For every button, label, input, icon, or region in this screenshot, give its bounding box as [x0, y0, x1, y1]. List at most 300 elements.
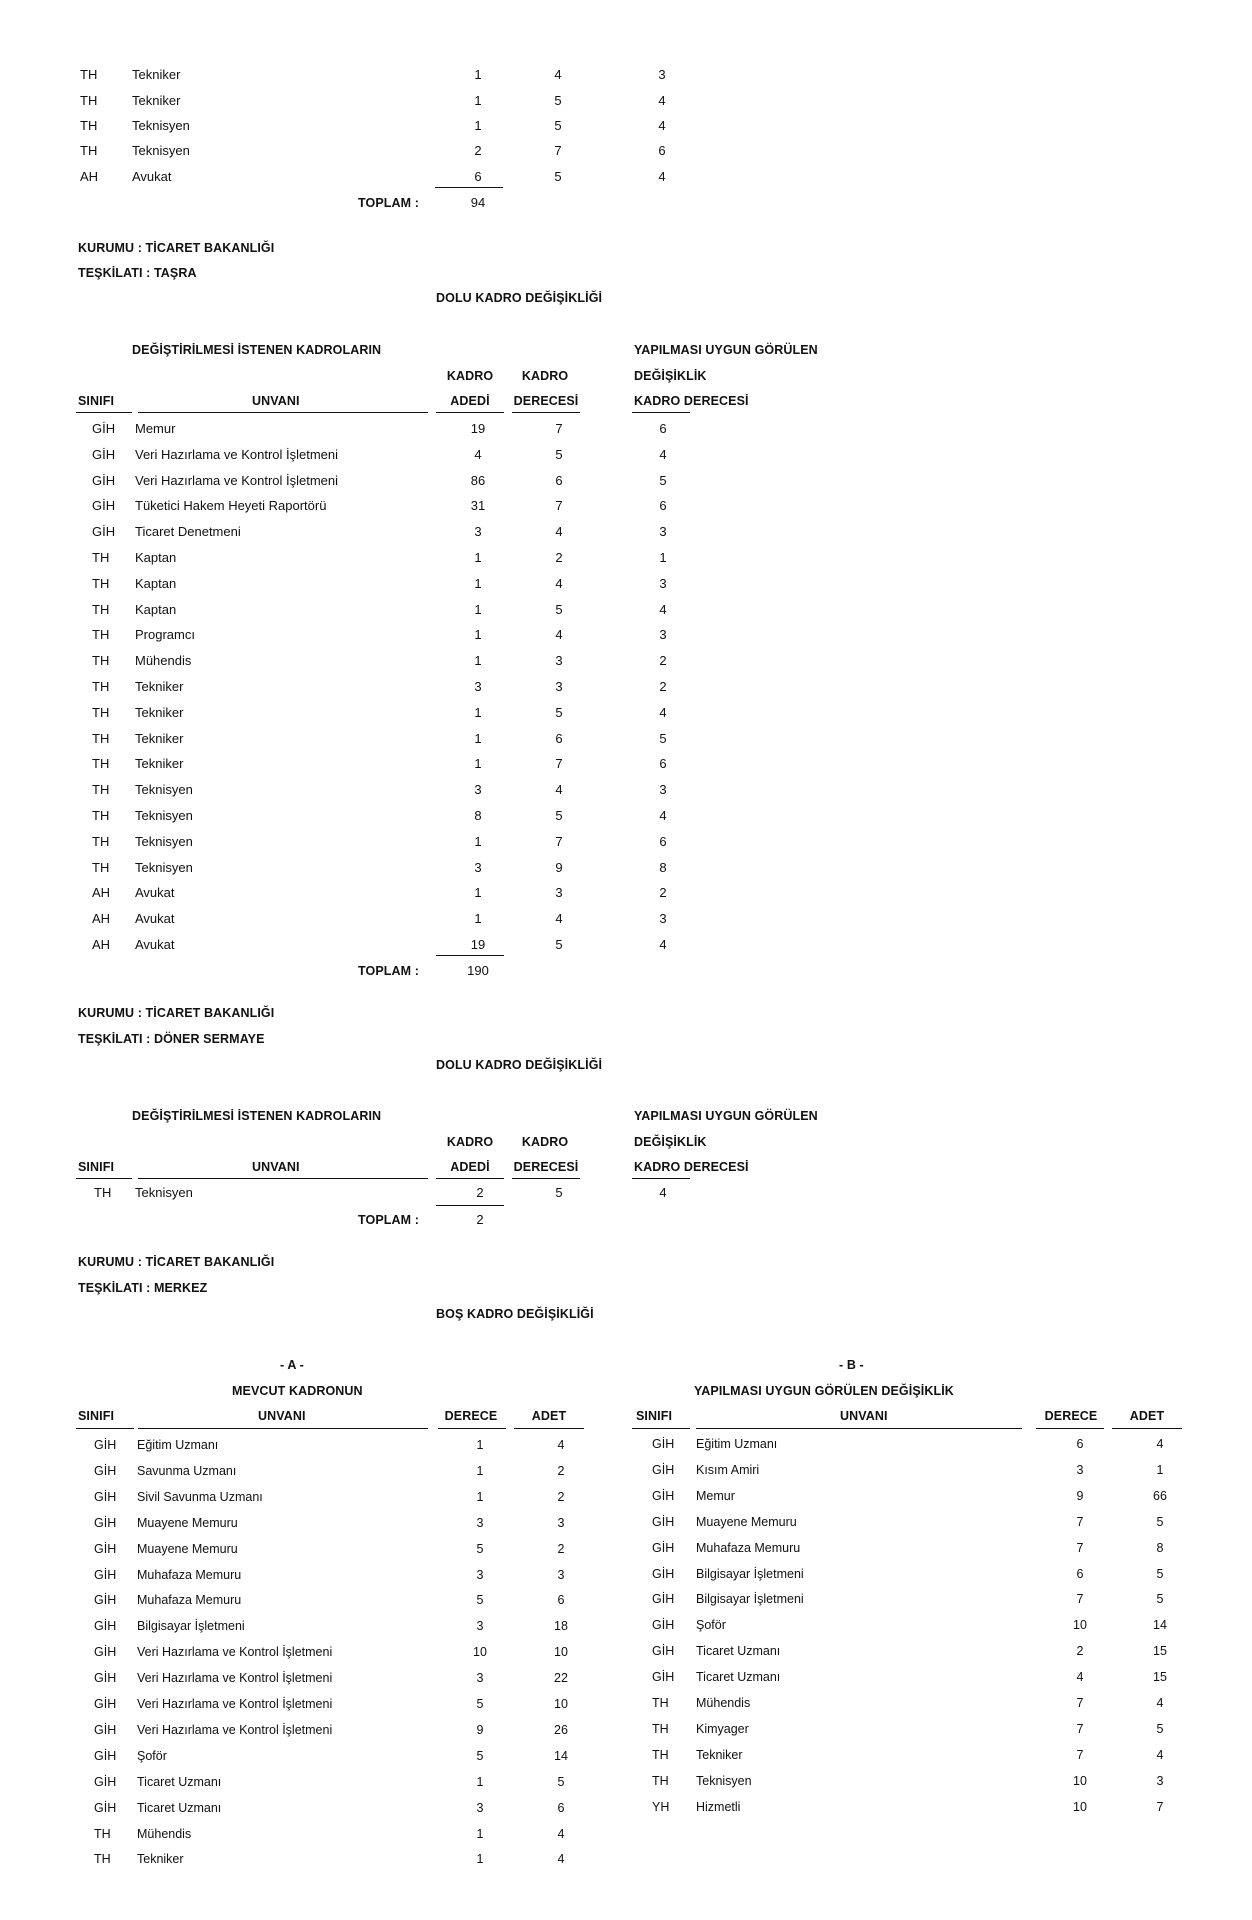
- unvan-cell: Kaptan: [135, 550, 177, 565]
- header-kadro-derecesi-top: KADRO: [521, 1135, 569, 1149]
- total-rule: [436, 1205, 504, 1206]
- section-title: DOLU KADRO DEĞİŞİKLİĞİ: [436, 1058, 603, 1072]
- derece-cell: 5: [555, 602, 563, 617]
- total-value: 94: [470, 195, 486, 210]
- derece-cell: 4: [555, 782, 563, 797]
- part-b-title: YAPILMASI UYGUN GÖRÜLEN DEĞİŞİKLİK: [694, 1384, 954, 1398]
- sinif-cell: GİH: [94, 1775, 117, 1789]
- sinif-cell: GİH: [652, 1567, 675, 1581]
- derece-cell: 3: [476, 1801, 484, 1815]
- group-right-header: YAPILMASI UYGUN GÖRÜLEN: [634, 1109, 818, 1123]
- uygun-cell: 3: [659, 627, 667, 642]
- derece-cell: 7: [555, 834, 563, 849]
- unvan-cell: Kimyager: [696, 1722, 749, 1736]
- adet-cell: 1: [474, 627, 482, 642]
- total-value: 190: [467, 963, 489, 978]
- sinif-cell: AH: [92, 885, 111, 900]
- sinif-cell: GİH: [652, 1644, 675, 1658]
- total-rule: [435, 187, 503, 188]
- derece-cell: 3: [476, 1619, 484, 1633]
- sinif-cell: TH: [92, 602, 110, 617]
- uygun-cell: 4: [659, 808, 667, 823]
- unvan-cell: Teknisyen: [135, 1185, 193, 1200]
- sinif-cell: GİH: [652, 1541, 675, 1555]
- sinif-cell: GİH: [94, 1697, 117, 1711]
- unvan-cell: Avukat: [135, 911, 175, 926]
- sinif-cell: GİH: [652, 1618, 675, 1632]
- derece-cell: 4: [555, 911, 563, 926]
- adet-cell: 8: [1156, 1541, 1164, 1555]
- uygun-cell: 5: [659, 473, 667, 488]
- sinif-cell: AH: [92, 911, 111, 926]
- adet-cell: 22: [554, 1671, 568, 1685]
- part-a-marker: - A -: [280, 1358, 304, 1372]
- derece-cell: 10: [473, 1645, 487, 1659]
- uygun-cell: 3: [659, 576, 667, 591]
- adet-cell: 10: [554, 1645, 568, 1659]
- sinif-cell: TH: [92, 808, 110, 823]
- unvan-cell: Mühendis: [696, 1696, 751, 1710]
- unvan-cell: Avukat: [135, 937, 175, 952]
- header-rule: [1112, 1428, 1182, 1429]
- adet-cell: 5: [1156, 1722, 1164, 1736]
- derece-cell: 9: [476, 1723, 484, 1737]
- derece-cell: 5: [476, 1749, 484, 1763]
- derece-cell: 3: [476, 1671, 484, 1685]
- sinif-cell: TH: [94, 1827, 111, 1841]
- adet-cell: 10: [554, 1697, 568, 1711]
- header-adet-b: ADET: [1129, 1409, 1165, 1423]
- unvan-cell: Muhafaza Memuru: [137, 1568, 242, 1582]
- derece-cell: 5: [555, 937, 563, 952]
- derece-cell: 5: [555, 808, 563, 823]
- sinif-cell: TH: [80, 93, 98, 108]
- derece-cell: 5: [554, 169, 562, 184]
- unvan-cell: Teknisyen: [135, 782, 193, 797]
- uygun-cell: 4: [658, 169, 666, 184]
- header-rule: [436, 1178, 504, 1179]
- adet-cell: 3: [1156, 1774, 1164, 1788]
- adet-cell: 3: [557, 1568, 565, 1582]
- unvan-cell: Hizmetli: [696, 1800, 741, 1814]
- header-unvani-b: UNVANI: [840, 1409, 888, 1423]
- header-kadro-derecesi: KADRO DERECESİ: [634, 1160, 749, 1174]
- unvan-cell: Ticaret Uzmanı: [137, 1801, 222, 1815]
- adet-cell: 1: [474, 67, 482, 82]
- unvan-cell: Veri Hazırlama ve Kontrol İşletmeni: [137, 1671, 333, 1685]
- derece-cell: 5: [554, 93, 562, 108]
- derece-cell: 4: [554, 67, 562, 82]
- uygun-cell: 4: [658, 93, 666, 108]
- uygun-cell: 6: [658, 143, 666, 158]
- unvan-cell: Ticaret Uzmanı: [696, 1644, 781, 1658]
- header-derecesi: DERECESİ: [513, 394, 579, 408]
- unvan-cell: Tekniker: [135, 731, 184, 746]
- sinif-cell: TH: [80, 118, 98, 133]
- uygun-cell: 3: [659, 524, 667, 539]
- sinif-cell: GİH: [94, 1619, 117, 1633]
- derece-cell: 7: [1076, 1541, 1084, 1555]
- sinif-cell: AH: [92, 937, 111, 952]
- adet-cell: 1: [474, 911, 482, 926]
- unvan-cell: Ticaret Uzmanı: [696, 1670, 781, 1684]
- unvan-cell: Kaptan: [135, 576, 177, 591]
- sinif-cell: GİH: [94, 1671, 117, 1685]
- unvan-cell: Ticaret Denetmeni: [135, 524, 241, 539]
- sinif-cell: TH: [94, 1852, 111, 1866]
- adet-cell: 2: [474, 143, 482, 158]
- unvan-cell: Avukat: [132, 169, 172, 184]
- unvan-cell: Teknisyen: [135, 834, 193, 849]
- header-rule: [632, 412, 690, 413]
- unvan-cell: Tüketici Hakem Heyeti Raportörü: [135, 498, 327, 513]
- header-rule: [76, 1428, 134, 1429]
- uygun-cell: 6: [659, 421, 667, 436]
- derece-cell: 5: [555, 705, 563, 720]
- header-rule: [76, 412, 132, 413]
- derece-cell: 3: [555, 679, 563, 694]
- header-kadro-derecesi: KADRO DERECESİ: [634, 394, 749, 408]
- derece-cell: 5: [555, 447, 563, 462]
- part-b-marker: - B -: [839, 1358, 864, 1372]
- derece-cell: 4: [1076, 1670, 1084, 1684]
- derece-cell: 3: [476, 1568, 484, 1582]
- adet-cell: 1: [474, 602, 482, 617]
- total-rule: [436, 955, 504, 956]
- derece-cell: 5: [555, 1185, 563, 1200]
- header-kadro-derecesi-top: KADRO: [521, 369, 569, 383]
- sinif-cell: GİH: [652, 1489, 675, 1503]
- derece-cell: 7: [1076, 1592, 1084, 1606]
- unvan-cell: Kaptan: [135, 602, 177, 617]
- header-unvani: UNVANI: [252, 1160, 300, 1174]
- unvan-cell: Teknisyen: [135, 808, 193, 823]
- unvan-cell: Tekniker: [696, 1748, 743, 1762]
- derece-cell: 6: [1076, 1437, 1084, 1451]
- sinif-cell: GİH: [94, 1542, 117, 1556]
- adet-cell: 5: [557, 1775, 565, 1789]
- uygun-cell: 4: [658, 118, 666, 133]
- sinif-cell: TH: [92, 782, 110, 797]
- uygun-cell: 2: [659, 885, 667, 900]
- derece-cell: 1: [476, 1852, 484, 1866]
- derece-cell: 1: [476, 1827, 484, 1841]
- unvan-cell: Şoför: [696, 1618, 726, 1632]
- teskilati-line: TEŞKİLATI : TAŞRA: [78, 266, 197, 280]
- adet-cell: 4: [1156, 1437, 1164, 1451]
- sinif-cell: TH: [92, 705, 110, 720]
- adet-cell: 18: [554, 1619, 568, 1633]
- kurumu-line: KURUMU : TİCARET BAKANLIĞI: [78, 241, 275, 255]
- unvan-cell: Veri Hazırlama ve Kontrol İşletmeni: [135, 473, 339, 488]
- unvan-cell: Muayene Memuru: [137, 1542, 238, 1556]
- header-sinifi-b: SINIFI: [636, 1409, 673, 1423]
- unvan-cell: Eğitim Uzmanı: [137, 1438, 219, 1452]
- unvan-cell: Tekniker: [135, 705, 184, 720]
- adet-cell: 1: [474, 93, 482, 108]
- uygun-cell: 2: [659, 679, 667, 694]
- adet-cell: 1: [474, 731, 482, 746]
- adet-cell: 7: [1156, 1800, 1164, 1814]
- adet-cell: 66: [1153, 1489, 1167, 1503]
- derece-cell: 5: [476, 1697, 484, 1711]
- adet-cell: 4: [557, 1438, 565, 1452]
- adet-cell: 1: [474, 756, 482, 771]
- adet-cell: 1: [474, 550, 482, 565]
- sinif-cell: GİH: [652, 1437, 675, 1451]
- sinif-cell: GİH: [92, 421, 116, 436]
- sinif-cell: TH: [92, 731, 110, 746]
- adet-cell: 2: [557, 1542, 565, 1556]
- total-label: TOPLAM :: [358, 1213, 419, 1227]
- unvan-cell: Veri Hazırlama ve Kontrol İşletmeni: [137, 1697, 333, 1711]
- adet-cell: 1: [474, 834, 482, 849]
- sinif-cell: GİH: [92, 473, 116, 488]
- adet-cell: 19: [470, 937, 486, 952]
- adet-cell: 1: [1156, 1463, 1164, 1477]
- header-derece-b: DERECE: [1044, 1409, 1098, 1423]
- adet-cell: 14: [554, 1749, 568, 1763]
- uygun-cell: 4: [659, 705, 667, 720]
- sinif-cell: AH: [80, 169, 99, 184]
- unvan-cell: Veri Hazırlama ve Kontrol İşletmeni: [137, 1723, 333, 1737]
- sinif-cell: TH: [92, 756, 110, 771]
- sinif-cell: TH: [652, 1722, 669, 1736]
- section-title: BOŞ KADRO DEĞİŞİKLİĞİ: [436, 1307, 594, 1321]
- derece-cell: 5: [476, 1593, 484, 1607]
- total-label: TOPLAM :: [358, 964, 419, 978]
- header-rule: [138, 412, 428, 413]
- sinif-cell: GİH: [92, 498, 116, 513]
- adet-cell: 31: [470, 498, 486, 513]
- header-rule: [632, 1428, 690, 1429]
- header-rule: [76, 1178, 132, 1179]
- sinif-cell: TH: [94, 1185, 112, 1200]
- uygun-cell: 6: [659, 756, 667, 771]
- derece-cell: 9: [555, 860, 563, 875]
- sinif-cell: TH: [92, 679, 110, 694]
- adet-cell: 2: [476, 1185, 484, 1200]
- uygun-cell: 2: [659, 653, 667, 668]
- unvan-cell: Şoför: [137, 1749, 167, 1763]
- sinif-cell: TH: [92, 653, 110, 668]
- derece-cell: 7: [555, 756, 563, 771]
- header-kadro-adedi-top: KADRO: [446, 1135, 494, 1149]
- teskilati-line: TEŞKİLATI : MERKEZ: [78, 1281, 208, 1295]
- uygun-cell: 6: [659, 498, 667, 513]
- unvan-cell: Teknisyen: [135, 860, 193, 875]
- unvan-cell: Tekniker: [132, 67, 181, 82]
- uygun-cell: 4: [659, 937, 667, 952]
- header-derecesi: DERECESİ: [513, 1160, 579, 1174]
- derece-cell: 10: [1073, 1800, 1087, 1814]
- adet-cell: 4: [1156, 1748, 1164, 1762]
- derece-cell: 4: [555, 576, 563, 591]
- uygun-cell: 8: [659, 860, 667, 875]
- derece-cell: 7: [1076, 1722, 1084, 1736]
- header-rule: [512, 412, 580, 413]
- adet-cell: 26: [554, 1723, 568, 1737]
- header-degisiklik: DEĞİŞİKLİK: [634, 1135, 707, 1149]
- sinif-cell: TH: [92, 550, 110, 565]
- adet-cell: 15: [1153, 1644, 1167, 1658]
- unvan-cell: Muhafaza Memuru: [696, 1541, 801, 1555]
- sinif-cell: GİH: [94, 1516, 117, 1530]
- header-adet: ADET: [531, 1409, 567, 1423]
- section-title: DOLU KADRO DEĞİŞİKLİĞİ: [436, 291, 603, 305]
- adet-cell: 6: [474, 169, 482, 184]
- derece-cell: 2: [1076, 1644, 1084, 1658]
- adet-cell: 3: [557, 1516, 565, 1530]
- sinif-cell: TH: [92, 627, 110, 642]
- derece-cell: 1: [476, 1775, 484, 1789]
- adet-cell: 86: [470, 473, 486, 488]
- unvan-cell: Tekniker: [137, 1852, 184, 1866]
- derece-cell: 7: [554, 143, 562, 158]
- adet-cell: 6: [557, 1801, 565, 1815]
- adet-cell: 15: [1153, 1670, 1167, 1684]
- derece-cell: 10: [1073, 1618, 1087, 1632]
- group-left-header: DEĞİŞTİRİLMESİ İSTENEN KADROLARIN: [132, 343, 382, 357]
- uygun-cell: 1: [659, 550, 667, 565]
- part-a-title: MEVCUT KADRONUN: [232, 1384, 363, 1398]
- sinif-cell: TH: [92, 576, 110, 591]
- adet-cell: 1: [474, 705, 482, 720]
- derece-cell: 7: [555, 421, 563, 436]
- unvan-cell: Teknisyen: [132, 118, 190, 133]
- header-degisiklik: DEĞİŞİKLİK: [634, 369, 707, 383]
- adet-cell: 4: [1156, 1696, 1164, 1710]
- header-kadro-adedi-top: KADRO: [446, 369, 494, 383]
- uygun-cell: 6: [659, 834, 667, 849]
- sinif-cell: GİH: [92, 524, 116, 539]
- derece-cell: 4: [555, 524, 563, 539]
- unvan-cell: Memur: [135, 421, 176, 436]
- derece-cell: 7: [1076, 1515, 1084, 1529]
- header-rule: [514, 1428, 584, 1429]
- sinif-cell: GİH: [94, 1464, 117, 1478]
- sinif-cell: GİH: [94, 1568, 117, 1582]
- adet-cell: 19: [470, 421, 486, 436]
- adet-cell: 14: [1153, 1618, 1167, 1632]
- sinif-cell: GİH: [94, 1645, 117, 1659]
- adet-cell: 4: [557, 1827, 565, 1841]
- adet-cell: 5: [1156, 1592, 1164, 1606]
- derece-cell: 3: [555, 885, 563, 900]
- sinif-cell: TH: [92, 834, 110, 849]
- uygun-cell: 5: [659, 731, 667, 746]
- sinif-cell: GİH: [92, 447, 116, 462]
- header-rule: [138, 1428, 428, 1429]
- adet-cell: 4: [557, 1852, 565, 1866]
- derece-cell: 7: [555, 498, 563, 513]
- table-row: TH: [80, 67, 98, 82]
- sinif-cell: TH: [652, 1748, 669, 1762]
- adet-cell: 2: [557, 1490, 565, 1504]
- unvan-cell: Memur: [696, 1489, 735, 1503]
- unvan-cell: Ticaret Uzmanı: [137, 1775, 222, 1789]
- sinif-cell: YH: [652, 1800, 670, 1814]
- adet-cell: 4: [474, 447, 482, 462]
- kurumu-line: KURUMU : TİCARET BAKANLIĞI: [78, 1006, 275, 1020]
- derece-cell: 2: [555, 550, 563, 565]
- derece-cell: 7: [1076, 1696, 1084, 1710]
- unvan-cell: Muayene Memuru: [696, 1515, 797, 1529]
- uygun-cell: 3: [658, 67, 666, 82]
- header-sinifi: SINIFI: [78, 1160, 115, 1174]
- sinif-cell: TH: [80, 143, 98, 158]
- unvan-cell: Sivil Savunma Uzmanı: [137, 1490, 263, 1504]
- unvan-cell: Teknisyen: [696, 1774, 752, 1788]
- adet-cell: 8: [474, 808, 482, 823]
- header-rule: [436, 412, 504, 413]
- adet-cell: 1: [474, 576, 482, 591]
- adet-cell: 3: [474, 782, 482, 797]
- header-rule: [138, 1178, 428, 1179]
- adet-cell: 3: [474, 524, 482, 539]
- header-adedi: ADEDİ: [450, 394, 490, 408]
- header-rule: [438, 1428, 506, 1429]
- header-unvani: UNVANI: [258, 1409, 306, 1423]
- derece-cell: 1: [476, 1438, 484, 1452]
- header-rule: [696, 1428, 1022, 1429]
- adet-cell: 1: [474, 653, 482, 668]
- sinif-cell: GİH: [652, 1670, 675, 1684]
- sinif-cell: GİH: [94, 1438, 117, 1452]
- sinif-cell: GİH: [94, 1749, 117, 1763]
- sinif-cell: GİH: [652, 1463, 675, 1477]
- header-adedi: ADEDİ: [450, 1160, 490, 1174]
- unvan-cell: Veri Hazırlama ve Kontrol İşletmeni: [135, 447, 339, 462]
- sinif-cell: GİH: [652, 1515, 675, 1529]
- header-rule: [1036, 1428, 1104, 1429]
- sinif-cell: GİH: [94, 1723, 117, 1737]
- unvan-cell: Tekniker: [135, 756, 184, 771]
- kurumu-line: KURUMU : TİCARET BAKANLIĞI: [78, 1255, 275, 1269]
- header-sinifi: SINIFI: [78, 394, 115, 408]
- derece-cell: 9: [1076, 1489, 1084, 1503]
- derece-cell: 6: [1076, 1567, 1084, 1581]
- uygun-cell: 4: [659, 1185, 667, 1200]
- adet-cell: 1: [474, 885, 482, 900]
- unvan-cell: Muayene Memuru: [137, 1516, 238, 1530]
- teskilati-line: TEŞKİLATI : DÖNER SERMAYE: [78, 1032, 265, 1046]
- unvan-cell: Tekniker: [135, 679, 184, 694]
- sinif-cell: GİH: [94, 1801, 117, 1815]
- sinif-cell: GİH: [94, 1490, 117, 1504]
- adet-cell: 1: [474, 118, 482, 133]
- unvan-cell: Teknisyen: [132, 143, 190, 158]
- uygun-cell: 4: [659, 602, 667, 617]
- header-sinifi: SINIFI: [78, 1409, 115, 1423]
- uygun-cell: 4: [659, 447, 667, 462]
- unvan-cell: Bilgisayar İşletmeni: [696, 1592, 804, 1606]
- adet-cell: 2: [557, 1464, 565, 1478]
- unvan-cell: Avukat: [135, 885, 175, 900]
- unvan-cell: Kısım Amiri: [696, 1463, 760, 1477]
- sinif-cell: TH: [652, 1774, 669, 1788]
- derece-cell: 6: [555, 731, 563, 746]
- uygun-cell: 3: [659, 782, 667, 797]
- unvan-cell: Eğitim Uzmanı: [696, 1437, 778, 1451]
- unvan-cell: Programcı: [135, 627, 195, 642]
- unvan-cell: Mühendis: [135, 653, 192, 668]
- unvan-cell: Veri Hazırlama ve Kontrol İşletmeni: [137, 1645, 333, 1659]
- unvan-cell: Bilgisayar İşletmeni: [137, 1619, 245, 1633]
- total-label: TOPLAM :: [358, 196, 419, 210]
- unvan-cell: Tekniker: [132, 93, 181, 108]
- derece-cell: 4: [555, 627, 563, 642]
